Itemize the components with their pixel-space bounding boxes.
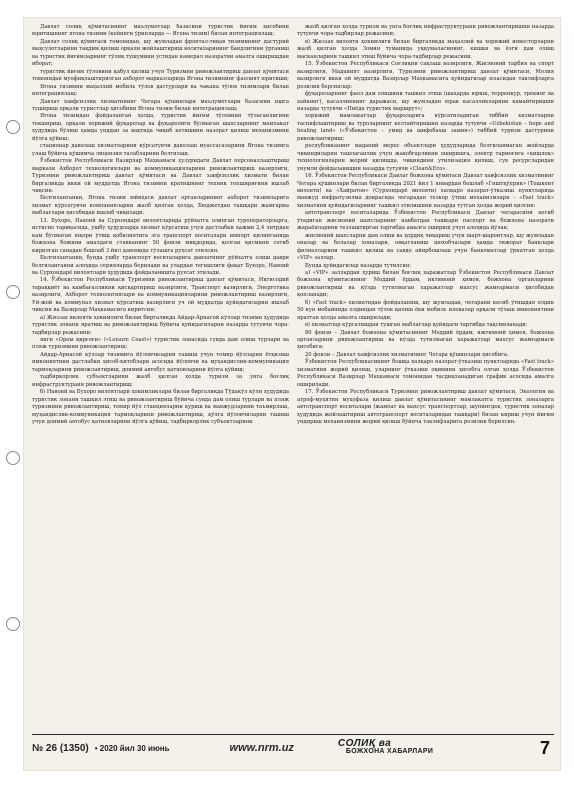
paragraph: янги «Ором қирғоғи» («Leisure Coast») туристик зонасида сувда дам олиш турлари ва пляж туризмини ривожлантириш; bbox=[32, 337, 289, 351]
paragraph: хорижий мамлакатлар фуқароларига кўрсатиладиган тиббий хизматларни таснифлаштириш ва туроларнинг келтайтиришни назарда тутувчи «Uzbekistan – hope and healing land» («Ўзбекистон – умид ва шифобахш замин») тиббий туризм дастурини ривожлантириш; bbox=[297, 113, 554, 142]
newspaper-page bbox=[24, 18, 560, 770]
article-columns bbox=[32, 24, 554, 730]
paragraph: Ўзбекистон Республикаси Вазирлар Маҳкамаси ҳузуридаги Давлат персоналлаштириш маркази Ахборот технологиялари ва коммуникацияларини ривожлантириш вазирлиги, Туризмни ривожлантириш давлат қўмитаси ва Давлат хавфсизлик хизмати билан биргаликда икки ой муддатда Ягона тизимни кратишнинг техник топшириғини ишлаб чиқсин. bbox=[32, 158, 289, 194]
logo-bottom-text: БОЖХОНА ХАБАРЛАРИ bbox=[345, 748, 434, 755]
paragraph: Ягона тизимни маҳаллий мобиль тўлов дастурлари ва чакана тўлов тизимлари билан интеграциялаш; bbox=[32, 83, 289, 98]
paragraph: автотранспорт воситаларида Ўзбекистон Республикаси Давлат чегарасини кесиб ўтадиган жисмоний шахсларнинг навбатдан ташқари паспорт ва божхона назорати жараёнларини тезлаштирган таргибда амалга оширищ учун алоҳида йўлак; bbox=[297, 210, 554, 232]
paragraph: Давлат солиқ қўмитасининг маълумотлар базасини туристик йиғим ҳисобини юритишнинг ягона тизими (кейинги ўринларда — Ягона тизим) билан интеграциялаш; bbox=[32, 24, 289, 38]
paragraph: тадбиркорлик субъектларини жалб қилган ҳолда туризм за унга боғлиқ инфраструктурани ривожлантириш; bbox=[32, 374, 289, 388]
paragraph: б) Навоий ва Бухоро вилоятлари ҳокимликлари билан биргаликда Тўдакўл кўли ҳудудида туристик зонани ташкил этиш ва ривожлантириш бўйича сувда дам олиш турлари ва пляж туризмини ривожлантириш, темир йўл станцияларни қуриш ва мавжудларини таъмирлаш, муҳандислик-коммуникация тармоқларини ривожлантириш, қўлга йўловчиларни ташиш учун доимий автобус қатновларини йўлга қўйиш, тадбиркорлик субъектларини bbox=[32, 389, 289, 426]
paragraph: жисмоний шахсларни дам олиш ва ҳордиқ чиқариш учун шарт-шароитлар, шу жумладан оналар ва болалар хоналари, овқатланиш шохобчалари ҳамда тижорат банклари филиалларини ташкил қилиш ва савдо айирбошлаш учун банкоматлар ўрнатган ҳолда «VIP» заллар. bbox=[297, 232, 554, 262]
paragraph: Давлат хавфсизлик хизматининг Чегара қўшинлари маълумотлари базасини ишга тушириш орқали туристлар ҳисобини Ягона тизим билан интеграциялаш; bbox=[32, 98, 289, 112]
punch-hole bbox=[6, 285, 20, 299]
paragraph: а) Жиззах вилояти ҳокимлиги билан биргаликда Айдар-Арнасой кўллар тизими ҳудудида туристик зонани яратиш ва ривожлантириш бўйича қуйидагиларни назарда тутувчи чора-тадбирлар режасини: bbox=[32, 314, 289, 336]
paragraph: Айдар-Арнасой кўллар тизимига йўловчиларни ташиш учун темир йўлларни ётқизиш имкониятини дастлабки ҳисоб-китоблари асосида йўловчи ва муҳандислик-коммуникация тармоқларини ривожлантириш, доимий автобус қатновларини йўлга қўйиш; bbox=[32, 351, 289, 373]
right-column bbox=[297, 24, 554, 730]
paragraph: б) «Fast track» хизматидан фойдаланиш, шу жумладан, чегарани кесиб ўтишдан олдин 50 кун мобайнида олдиндан тўлов қилиш ёки мобиль иловалар орқали тўлаш имкониятини яратган ҳолда амалга оширилади; bbox=[297, 299, 554, 321]
left-column bbox=[32, 24, 289, 730]
paragraph: 17. Ўзбекистон Республикаси Туризмни ривожлантириш давлат қўмитаси, Экология ва атроф-муҳитни муҳофаза қилиш давлат қўмитасининг мамлакатга туристик зоналарга автотранспорт воситалари (жамоат ва махсус транспортлар, шунингдек, туристик зоналар ҳудудида жойлаштириш автотранспорт воситаларидан ташқари) билан кириш учун йиғим ундириш механизмини жорий қилиш бўйича таклифларига розилик берилсин. bbox=[297, 389, 554, 426]
paragraph: 20 фоизи – Давлат хавфсизлик хизматининг Чегара қўшинлари ҳисобига. bbox=[305, 351, 509, 358]
paragraph: в) хизматлар кўрсатишдан тушган маблағлар қуйидаги тартибда тақсимланади: bbox=[305, 322, 528, 329]
paragraph: фуқароларнинг фаол дам олишини ташкил этиш (шаҳарда юриш, терренкур, трекинг ва хайкинг), касалликнинг даражаси, шу жумладан юрак касалликларини камайтиришни назарда тутувчи «Пиёда туристик маршрут»; bbox=[297, 91, 554, 112]
paragraph: Белгиланганки, Ягона тизим юйиҳаси давлат органларининг ахборот тизимларига хизмат кўрсатувчи компанияларни жалб қилган ҳолда, Бюджетдан ташқари жамғарма маблағлари ҳисобидан ишлаб чиқилади. bbox=[32, 195, 289, 217]
paragraph: стационар даволаш хизматларини кўрсатувчи даволаш муассасаларини Ягона тизимга улаш бўйича қўшимча лицензия талабларини белгилаш. bbox=[32, 143, 289, 157]
paragraph: 14. Ўзбекистон Республикаси Туризмни ривожлантириш давлат қўмитаси, Иқтисодий тараққиёт ва камбағалликни қисқартириш вазирлиги, Транспорт вазирлиги, Энергетика вазирлиги, Ахборот технологиялари ва коммуникацияларини ривожлантириш вазирлиги, Уй-жой ва коммунал хизмат кўрсатиш вазирлиги уч ой муддатда қуйидагиларни ишлаб чиқсин ва Вазирлар Маҳкамасига киритсин: bbox=[32, 277, 289, 314]
paragraph: 80 фоизи – Давлат божхона қўмитасининг Моддий ёрдам, ижтимоий ҳимоя, божхона органларини ривожлантириш ва кўзда тутилмаган харажатлар махсус жамғармаси ҳисобига; bbox=[297, 329, 554, 351]
paragraph: 13. Бухоро, Навоий ва Сурхондарё вилоятларида рўйхатга олинган туроператорларга, истисно тариқасида, ушбу ҳудудларда хизмат кўрсатиш учун дастлабки ҳажми 2,4 литрдан кам бўлмаган юқори ўтиш қобилиятига эга транспорт воситалари импорт қилинганида божхона божини амалдаги ставканинг 50 фоизи миқдорида, қолган қисмини сотиб кирилган санадан бошлаб 3 йил давомида тўлашга рухсат этилсин. bbox=[32, 217, 289, 254]
paragraph: туристик йиғим тўловини қабул қилиш учун Туризмни ривожлантириш давлат қўмитаси томонидан муофиқлаштирилган ахборот марказларида Ягона тизимнинг фаолият юритиши; bbox=[32, 68, 289, 83]
logo-top-text: СОЛИҚ ва bbox=[337, 738, 392, 749]
paragraph: жалб қилган ҳолда туризм ва унга боғлиқ инфраструктурани ривожлантиришни назарда тутувчи чора-тадбирлар режасини; bbox=[297, 24, 554, 38]
paragraph: а) «VIP» заллардан ҳуриш билан боғлиқ харажатлар Ўзбекистон Республикаси Давлат божхона қўмитасининг Моддий ёрдам, иктимоий ҳимоя, божхона органларини ривожлантириш ва кўзда тутилмаган харажатлар махсус жамғармаси ҳисобидан қопланади; bbox=[297, 269, 554, 299]
punch-hole bbox=[6, 451, 20, 465]
newspaper-logo bbox=[338, 738, 438, 758]
paragraph: 16. Ўзбекистон Республикаси Давлат божхона қўмитаси Давлат хавфсизлик хизматининг Чегара қўшинлари билан биргаликда 2021 йил 1 январдан бошлаб «Гиштқўприк» (Тошкент вилояти) ва «Хайратон» (Сурхондарё вилояти) халқаро назорат-ўтказиш пунктларида мавжуд инфратузилма доирасида чегарадан тезкор ўтиш механизмлари – «Fast track» хизматини қуйидагиларнинг ташкил этилишини назарда тутган ҳолда жорий қилсин: bbox=[297, 173, 554, 209]
paragraph: Ягона тизимдан фойдаланган ҳолда, туристик йиғим тўловини тўлаганлигини текшириш, орқали хорижий фуқаролар ва фуқаролиги бўлмаган шахсларнинг мамлакат ҳудудида бўлиш ҳамда унддан за вақтида чиқиб кетишини назорат қилиш механизмини йўлга қўйиш; bbox=[32, 113, 289, 142]
punch-holes bbox=[0, 0, 24, 803]
punch-hole bbox=[6, 617, 20, 631]
page-number: 7 bbox=[539, 737, 550, 758]
issue-number: № 26 (1350) bbox=[32, 742, 89, 754]
paragraph: Ўзбекистон Республикасининг бошқа халқаро назорат-ўтказиш пунктларида «Fast track» хизматини жорий қилиш, уларнинг ўтказиш оқимини ҳисобга олган ҳолда Ўзбекистон Республикаси Вазирлар Маҳкамаси томонидан тасдиқланадиган график асосида амалга оширилади. bbox=[297, 359, 554, 388]
page-footer bbox=[32, 734, 554, 761]
paragraph: в) Жиззах вилояти ҳокимлиги билан биргаликда маҳаллий ва хорижий инвесторларни жалб қилган ҳолда Зомин туманида уққумаласининг, кишки ва ёзги дам олиш масканларини ташкил этиш бўйича чора-тадбирлар режасини. bbox=[297, 38, 554, 60]
paragraph: Бунда қуйидагилар назарда тутилсин: bbox=[305, 262, 412, 269]
punch-hole bbox=[6, 120, 20, 134]
issue-date: • 2020 йил 30 июнь bbox=[94, 743, 170, 753]
paragraph: Давлат солиқ қўмитаси томонидан, шу жумладан фронтал-тиқав тизимининг дастурий маҳсулотларини тақдим қилиш орқали жойлаштириш воситаларининг бандлигини ўрганиш ва туристик йиғимларнинг тўлиқ тушумини устидан камерал назоратни амалга оширишдан иборат; bbox=[32, 38, 289, 68]
website-url[interactable]: www.nrm.uz bbox=[229, 742, 294, 754]
paragraph: 15. Ўзбекистон Республикаси Соғлиқни сақлаш вазирлиги, Жисмоний тарбия ва спорт вазирлиги, Маданият вазирлиги, Туризмни ривожлантириш давлат қўмитаси, Молия вазирлиги икки ой муддатда Вазирлар Маҳкамасига қуйидагилар юзасидан таклифларга розилик берсинлар: bbox=[297, 61, 554, 90]
paragraph: Белгиланганки, бунда ушбу транспорт воситаларига давлатнинг рўйхатга олиш даври белгиланганни алоҳида серияларда берилади ва улардан тегишлиги фақат Бухоро, Навоий ва Сурхондарё вилоятлари ҳудудида фойдаланишга рухсат этилади. bbox=[32, 255, 289, 276]
paragraph: республиканинг маданий мерос объектлари ҳудудларида белгиланмаган жойларда чиқиндиларни ташлаганлик учун жавобгарликни оширишга, электр тармоғига «қишлоқ» технологияларни жорий қилишда, чиқиндини утилизация қилиш, сув ресурсларидан унумли фойдаланишни назарда тутувчи «Clean&Eco». bbox=[297, 143, 554, 172]
